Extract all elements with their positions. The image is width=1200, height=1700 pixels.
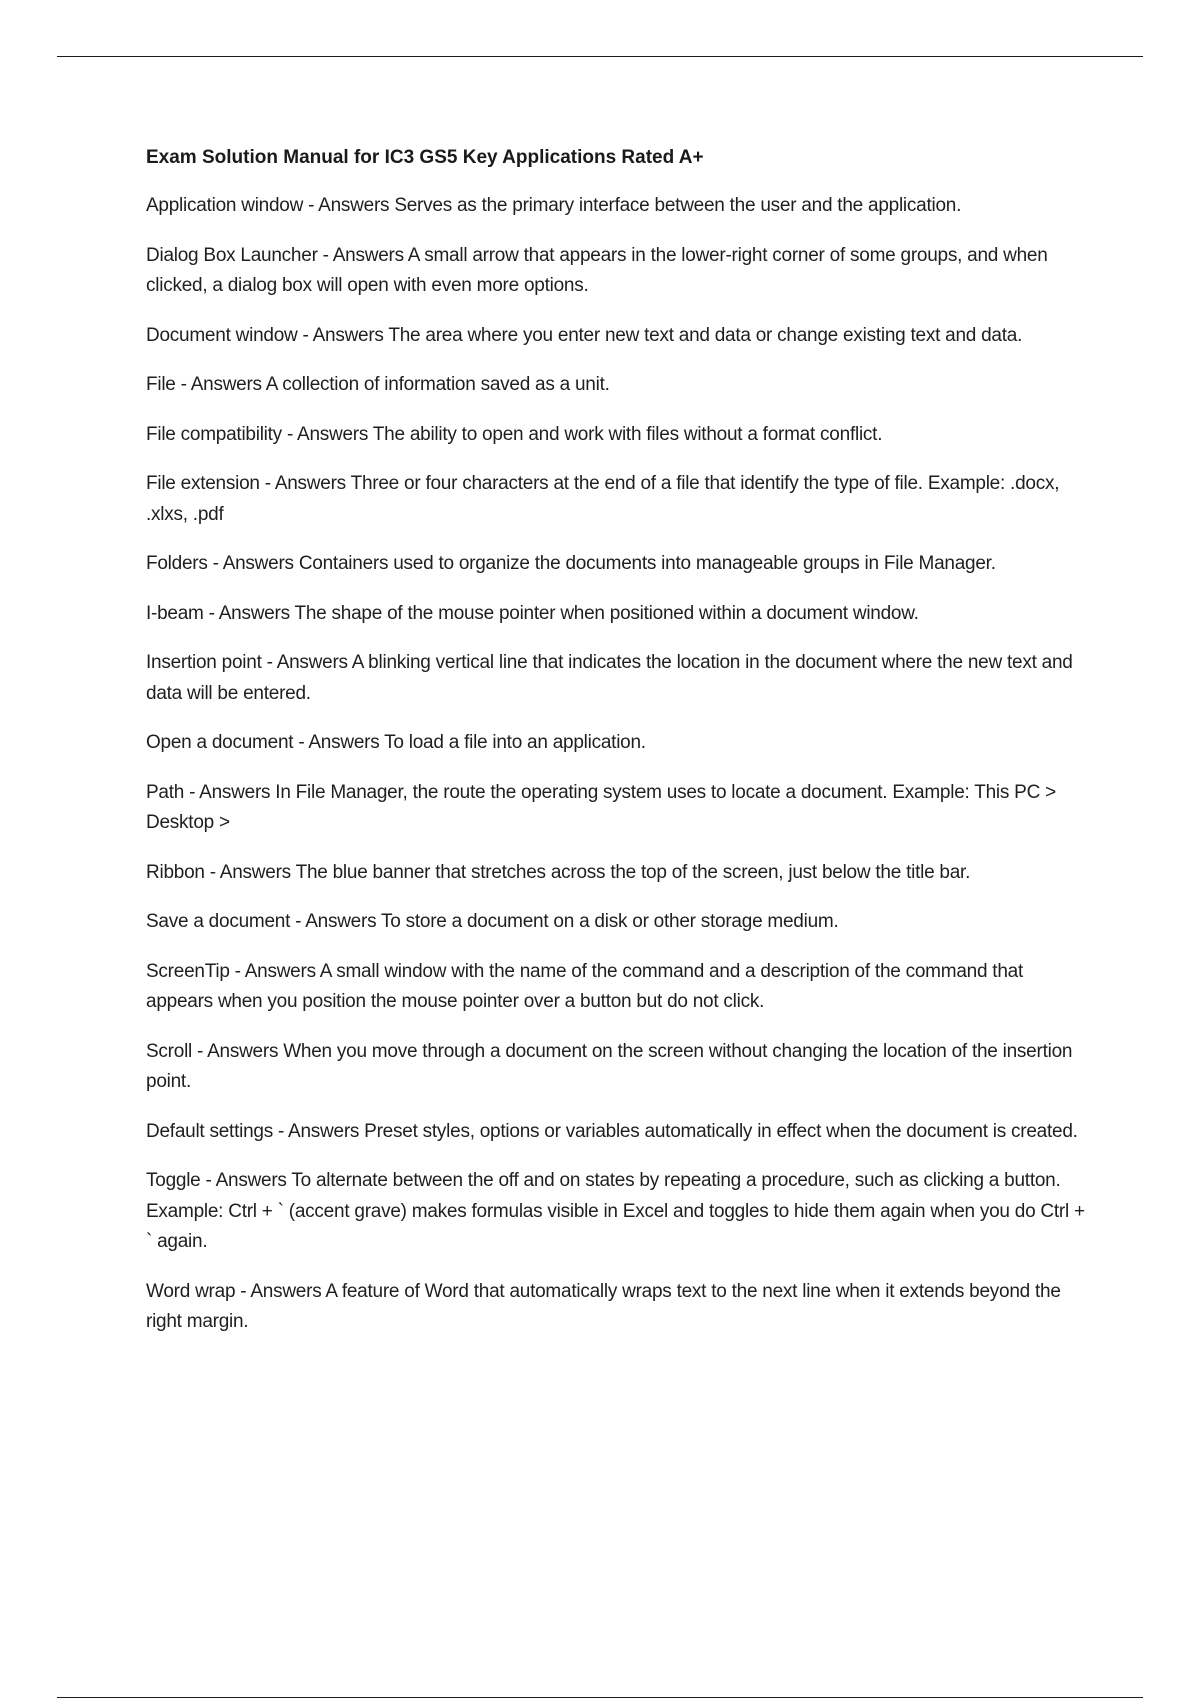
entry-file-extension: File extension - Answers Three or four characters at the end of a file that identify the type of file. Example: .docx, .xlxs, .pdf	[146, 473, 1060, 525]
footer-rule	[57, 1697, 1143, 1698]
entry-folders: Folders - Answers Containers used to organize the documents into manageable groups in File Manager.	[146, 553, 996, 574]
entry-insertion-point: Insertion point - Answers A blinking vertical line that indicates the location in the document where the new text and data will be entered.	[146, 652, 1073, 704]
entry-word-wrap: Word wrap - Answers A feature of Word that automatically wraps text to the next line when it extends beyond the right margin.	[146, 1280, 1061, 1332]
entry-default-settings: Default settings - Answers Preset styles, options or variables automatically in effect when the document is created.	[146, 1120, 1078, 1142]
entry-file-compatibility: File compatibility - Answers The ability to open and work with files without a format conflict.	[146, 423, 883, 445]
entry-file: File - Answers A collection of information saved as a unit.	[146, 374, 610, 395]
entry-scroll: Scroll - Answers When you move through a document on the screen without changing the location of the insertion point.	[146, 1040, 1073, 1092]
entry-open-a-document: Open a document - Answers To load a file into an application.	[146, 732, 646, 753]
document-body	[146, 143, 1091, 1357]
entry-i-beam: I-beam - Answers The shape of the mouse pointer when positioned within a document window.	[146, 602, 919, 624]
entry-document-window: Document window - Answers The area where you enter new text and data or change existing text and data.	[146, 324, 1023, 346]
entry-application-window: Application window - Answers Serves as the primary interface between the user and the application.	[146, 195, 962, 216]
entry-toggle: Toggle - Answers To alternate between the off and on states by repeating a procedure, such as clicking a button. Example: Ctrl + ` (accent grave) makes formulas visible in Excel and toggles to hide them again when you do Ctrl + ` again.	[146, 1170, 1085, 1252]
entry-ribbon: Ribbon - Answers The blue banner that stretches across the top of the screen, just below the title bar.	[146, 861, 971, 883]
entry-dialog-box-launcher: Dialog Box Launcher - Answers A small arrow that appears in the lower-right corner of some groups, and when clicked, a dialog box will open with even more options.	[146, 244, 1048, 296]
document-title: Exam Solution Manual for IC3 GS5 Key Applications Rated A+	[146, 147, 704, 168]
entry-screentip: ScreenTip - Answers A small window with the name of the command and a description of the command that appears when you position the mouse pointer over a button but do not click.	[146, 960, 1023, 1012]
header-rule	[57, 56, 1143, 57]
entry-path: Path - Answers In File Manager, the route the operating system uses to locate a document. Example: This PC > Desktop >	[146, 781, 1056, 833]
entry-save-a-document: Save a document - Answers To store a document on a disk or other storage medium.	[146, 911, 839, 932]
